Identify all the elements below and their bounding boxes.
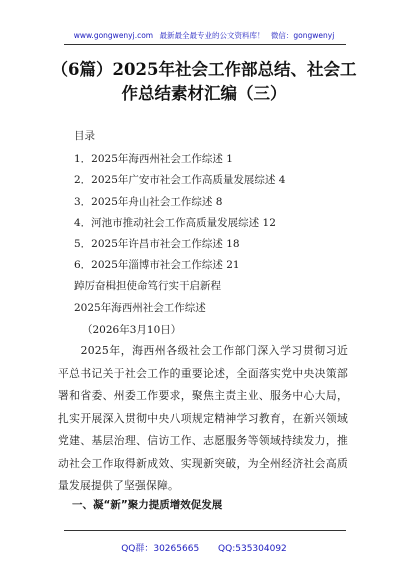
toc-item-6[interactable]: 6．2025年淄博市社会工作综述 21 (74, 259, 240, 271)
section-heading-1: 一、凝“新”聚力提质增效促发展 (72, 499, 223, 511)
toc-item-3[interactable]: 3．2025年舟山社会工作综述 8 (74, 196, 223, 208)
toc-item-1[interactable]: 1．2025年海西州社会工作综述 1 (74, 153, 233, 165)
article-title: 2025年海西州社会工作综述 (74, 302, 206, 314)
toc-item-5[interactable]: 5．2025年许昌市社会工作综述 18 (74, 238, 240, 250)
article-paragraph: 2025年，海西州各级社会工作部门深入学习贯彻习近平总书记关于社会工作的重要论述，全面落实党中央决策部署和省委、州委工作要求，聚焦主责主业、服务中心大局，扎实开展深入贯彻中央八项规定精神学习教育，在新兴领域党建、基层治理、信访工作、志愿服务等领域持续发力，推动社会工作取得新成效、实现新突破，为全州经济社会高质量发展提供了坚强保障。 (58, 344, 348, 492)
title-line-1: （6篇）2025年社会工作部总结、社会工 (51, 60, 357, 79)
site-slogan: 最新最全最专业的公文资料库！ (159, 31, 265, 40)
toc-heading: 目录 (74, 130, 95, 142)
site-url[interactable]: www.gongwenyj.com (73, 31, 154, 40)
site-footer (0, 541, 408, 554)
title-line-2: 作总结素材汇编（三） (121, 84, 287, 103)
footer-divider (64, 530, 346, 531)
toc-item-4[interactable]: 4．河池市推动社会工作高质量发展综述 12 (74, 217, 276, 229)
toc-tail: 踔厉奋楫担使命笃行实干启新程 (74, 280, 221, 292)
qq-contact: QQ:535304092 (218, 544, 287, 554)
article-date: （2026年3月10日） (82, 324, 182, 336)
wechat-id: 微信：gongwenyj (270, 31, 335, 40)
qq-group: QQ群：30265665 (121, 544, 200, 554)
document-title (40, 58, 368, 106)
header-divider (64, 44, 346, 45)
site-header (0, 30, 408, 41)
toc-item-2[interactable]: 2．2025年广安市社会工作高质量发展综述 4 (74, 174, 286, 186)
